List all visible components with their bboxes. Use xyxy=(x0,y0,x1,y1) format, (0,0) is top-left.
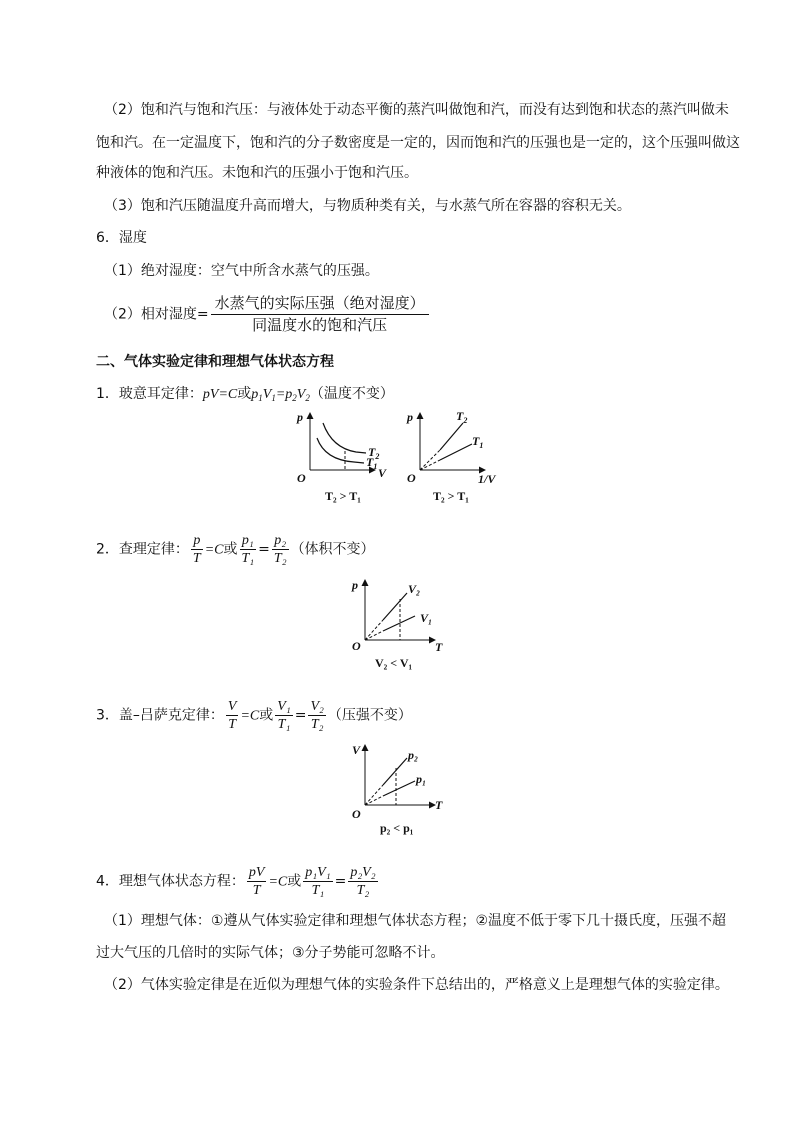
origin-label: O xyxy=(297,471,306,485)
humidity-heading: 6．湿度 xyxy=(96,230,147,246)
ideal-constant: =C xyxy=(268,874,288,890)
extrapolation-p2 xyxy=(365,785,383,805)
curve-t2-label: $T_2$ xyxy=(368,445,380,461)
gay-lussac-fraction-3: $\frac{\text{V₂}}{\text{T₂}}$ xyxy=(310,699,324,732)
gay-lussac-fraction-1: $\frac{V}{T}$ xyxy=(227,699,237,732)
y-label: p xyxy=(352,578,358,592)
para-saturated-pressure: （3）饱和汽压随温度升高而增大，与物质种类有关，与水蒸气所在容器的容积无关。 xyxy=(104,198,631,214)
x-label: T xyxy=(435,798,443,812)
y-label: p xyxy=(297,410,303,424)
ideal-or: 或 xyxy=(287,873,302,890)
y-label: V xyxy=(352,743,361,757)
ideal-gas-note-line1: （1）理想气体：①遵从气体实验定律和理想气体状态方程；②温度不低于零下几十摄氏度，压强不超 xyxy=(104,913,727,929)
origin-label: O xyxy=(352,639,361,653)
charles-label: 2．查理定律： xyxy=(96,541,189,558)
absolute-humidity: （1）绝对湿度：空气中所含水蒸气的压强。 xyxy=(104,263,379,279)
ideal-gas-note-line2: 过大气压的几倍时的实际气体；③分子势能可忽略不计。 xyxy=(96,945,445,961)
line-v1-label: V₁ xyxy=(420,611,433,625)
section-heading: 二、气体实验定律和理想气体状态方程 xyxy=(96,354,334,370)
para-saturated-vapor-line1: （2）饱和汽与饱和汽压：与液体处于动态平衡的蒸汽叫做饱和汽，而没有达到饱和状态的蒸汽叫做未 xyxy=(104,102,729,118)
origin-label: O xyxy=(352,807,361,821)
boyle-p-invv-graph xyxy=(406,409,496,503)
charles-condition: （体积不变） xyxy=(290,541,375,558)
relative-humidity-denominator: 同温度水的饱和汽压 xyxy=(252,316,388,334)
para-saturated-vapor-line3: 种液体的饱和汽压。未饱和汽的压强小于饱和汽压。 xyxy=(96,165,418,181)
line-v2 xyxy=(383,593,407,620)
line-p2-label: p₂ xyxy=(408,748,419,762)
boyle-or: 或 xyxy=(237,386,252,402)
curve-t1-label: $T_1$ xyxy=(366,455,378,471)
boyle-label: 1．玻意耳定律： xyxy=(96,386,203,402)
y-label: p xyxy=(407,410,413,424)
relative-humidity-fraction xyxy=(211,293,429,336)
line-v2-label: V₂ xyxy=(408,582,421,596)
gay-lussac-graph xyxy=(340,740,460,840)
ideal-fraction-3: $\frac{\text{p₂V₂}}{\text{T₂}}$ xyxy=(350,865,376,898)
extrapolation-t1 xyxy=(420,460,440,470)
experiment-law-note: （2）气体实验定律是在近似为理想气体的实验条件下总结出的，严格意义上是理想气体的实验定律。 xyxy=(104,977,729,993)
charles-caption: V₂ < V₁ xyxy=(375,656,413,670)
isotherm-t1 xyxy=(317,438,364,463)
extrapolation-t2 xyxy=(420,450,440,470)
boyle-formula-1: pV=C xyxy=(202,387,238,402)
line-t1 xyxy=(440,444,472,460)
charles-constant: =C xyxy=(204,542,224,558)
ideal-fraction-1: $\frac{pV}{T}$ xyxy=(248,865,265,898)
ideal-fraction-2: $\frac{\text{p₁V₁}}{\text{T₁}}$ xyxy=(305,865,331,898)
charles-graph xyxy=(340,575,460,675)
extrapolation-v1 xyxy=(365,631,383,640)
extrapolation-v2 xyxy=(365,620,383,640)
relative-humidity-numerator: 水蒸气的实际压强（绝对湿度） xyxy=(211,293,429,315)
ideal-gas-equation: 4．理想气体状态方程： $\frac{pV}{T}$ =C或 $\frac{\text{p₁V₁}}{\text{T₁}}$ = $\frac{\text{p₂V₂}}{\text{T₂}}$ xyxy=(96,865,376,898)
charles-fraction-2: $\frac{\text{p₁}}{\text{T₁}}$ xyxy=(241,533,255,566)
charles-fraction-1: $\frac{p}{T}$ xyxy=(192,533,201,566)
gay-lussac-law: 3．盖–吕萨克定律： $\frac{V}{T}$ =C或 $\frac{\text{V₁}}{\text{T₁}}$ = $\frac{\text{V₂}}{\text{T₂}}$ （压强不变） xyxy=(96,699,412,732)
charles-law: 2．查理定律： $\frac{p}{T}$ =C或 $\frac{\text{p₁}}{\text{T₁}}$ = $\frac{\text{p₂}}{\text{T₂}}$ （体积不变） xyxy=(96,533,375,566)
isotherm-t2 xyxy=(323,423,366,453)
relative-humidity-formula xyxy=(104,293,431,336)
ideal-gas-label: 4．理想气体状态方程： xyxy=(96,873,245,890)
charles-fraction-3: $\frac{\text{p₂}}{\text{T₂}}$ xyxy=(273,533,287,566)
line-t1-label: $T_1$ xyxy=(472,434,484,450)
origin-label: O xyxy=(407,471,416,485)
gay-lussac-or: 或 xyxy=(259,707,274,724)
gay-lussac-fraction-2: $\frac{\text{V₁}}{\text{T₁}}$ xyxy=(277,699,291,732)
x-label: T xyxy=(435,640,443,654)
boyle-graphs xyxy=(280,405,520,510)
boyle-graph1-caption: T₂ > T₁ xyxy=(325,489,361,503)
boyle-condition: （温度不变） xyxy=(309,386,394,402)
boyle-graph2-caption: T₂ > T₁ xyxy=(433,489,469,503)
boyle-formula-2: $p_1V_1=p_2V_2$ xyxy=(251,387,310,403)
extrapolation-p1 xyxy=(365,796,383,805)
gay-lussac-constant: =C xyxy=(240,708,260,724)
line-v1 xyxy=(383,616,415,631)
line-p1 xyxy=(383,781,415,796)
para-saturated-vapor-line2: 饱和汽。在一定温度下，饱和汽的分子数密度是一定的，因而饱和汽的压强也是一定的，这个压强叫做这 xyxy=(96,135,740,151)
line-p2 xyxy=(383,758,407,785)
charles-or: 或 xyxy=(223,541,238,558)
line-t2-label: $T_2$ xyxy=(456,409,468,425)
line-p1-label: p₁ xyxy=(416,772,427,786)
gay-lussac-caption: p₂ < p₁ xyxy=(380,821,414,835)
x-label: 1/V xyxy=(478,472,496,486)
gay-lussac-condition: （压强不变） xyxy=(327,707,412,724)
x-label: V xyxy=(378,466,387,480)
boyle-pv-graph xyxy=(296,410,387,503)
relative-humidity-label: （2）相对湿度= xyxy=(104,306,209,323)
line-t2 xyxy=(440,423,463,450)
gay-lussac-label: 3．盖–吕萨克定律： xyxy=(96,707,224,724)
